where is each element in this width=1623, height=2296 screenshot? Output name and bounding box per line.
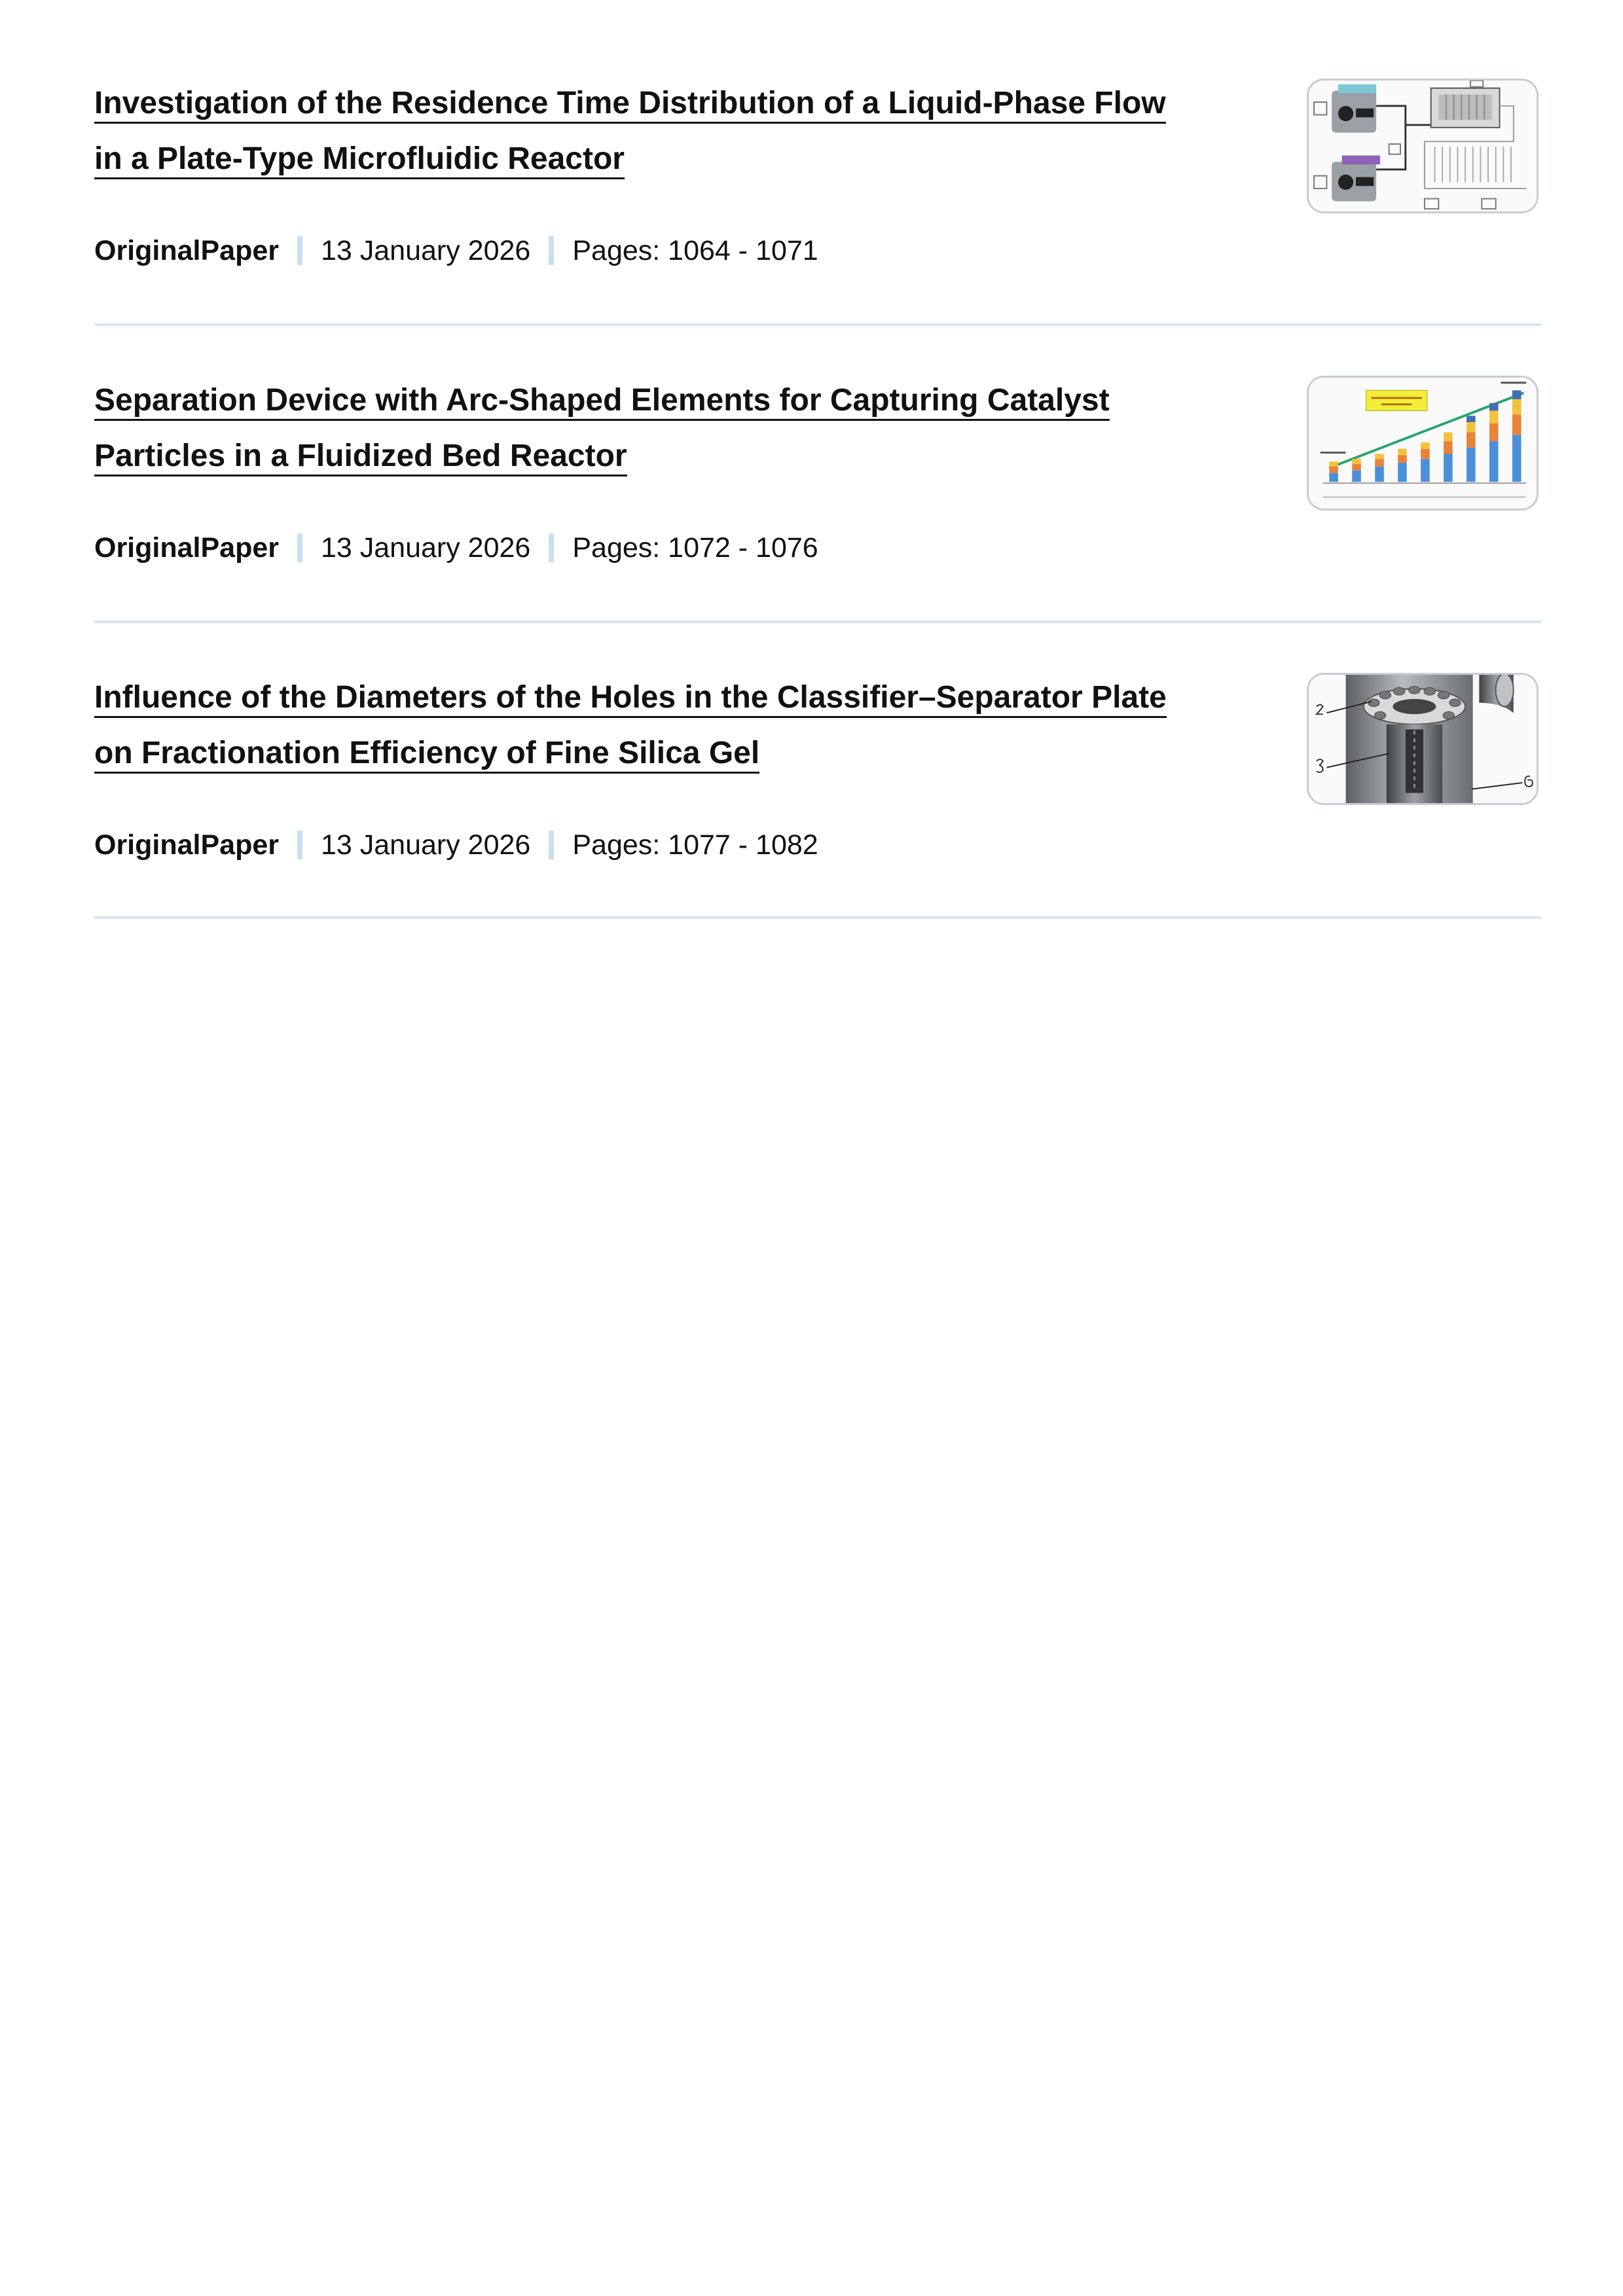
article-meta: [94, 531, 818, 564]
separator-plate-figure: [1309, 675, 1537, 803]
divider: [94, 620, 1541, 623]
article-title-line[interactable]: Investigation of the Residence Time Distribution of a Liquid-Phase Flow: [94, 85, 1166, 124]
article-thumbnail[interactable]: [1307, 79, 1539, 213]
article-title-line[interactable]: Separation Device with Arc-Shaped Elements for Capturing Catalyst: [94, 382, 1110, 421]
article-title-link[interactable]: [94, 79, 1233, 190]
meta-separator: [549, 831, 554, 859]
meta-separator: [297, 236, 302, 265]
meta-separator: [297, 831, 302, 859]
article-date: 13 January 2026: [320, 532, 531, 564]
article-title-line[interactable]: Influence of the Diameters of the Holes in the Classifier–Separator Plate: [94, 679, 1167, 718]
article-title-line[interactable]: on Fractionation Efficiency of Fine Silica Gel: [94, 735, 759, 774]
article-meta: [94, 829, 818, 861]
divider: [94, 916, 1541, 919]
article-thumbnail[interactable]: [1307, 376, 1539, 511]
article-type: OriginalPaper: [94, 532, 279, 564]
article-type: OriginalPaper: [94, 829, 279, 861]
article-date: 13 January 2026: [320, 235, 531, 266]
article-title-line[interactable]: in a Plate-Type Microfluidic Reactor: [94, 141, 625, 179]
article-thumbnail[interactable]: [1307, 673, 1539, 805]
article-pages: Pages: 1064 - 1071: [572, 235, 818, 266]
article-pages: Pages: 1072 - 1076: [572, 532, 818, 564]
article-title-line[interactable]: Particles in a Fluidized Bed Reactor: [94, 438, 627, 476]
divider: [94, 323, 1541, 326]
article-title-link[interactable]: [94, 673, 1233, 784]
stacked-bar-chart-figure: [1309, 378, 1537, 509]
article-date: 13 January 2026: [320, 829, 531, 861]
article-type: OriginalPaper: [94, 235, 279, 266]
meta-separator: [549, 236, 554, 265]
meta-separator: [297, 533, 302, 562]
article-meta: [94, 234, 818, 267]
article-title-link[interactable]: [94, 376, 1233, 487]
meta-separator: [549, 533, 554, 562]
microfluidic-setup-figure: [1309, 81, 1537, 211]
article-pages: Pages: 1077 - 1082: [572, 829, 818, 861]
